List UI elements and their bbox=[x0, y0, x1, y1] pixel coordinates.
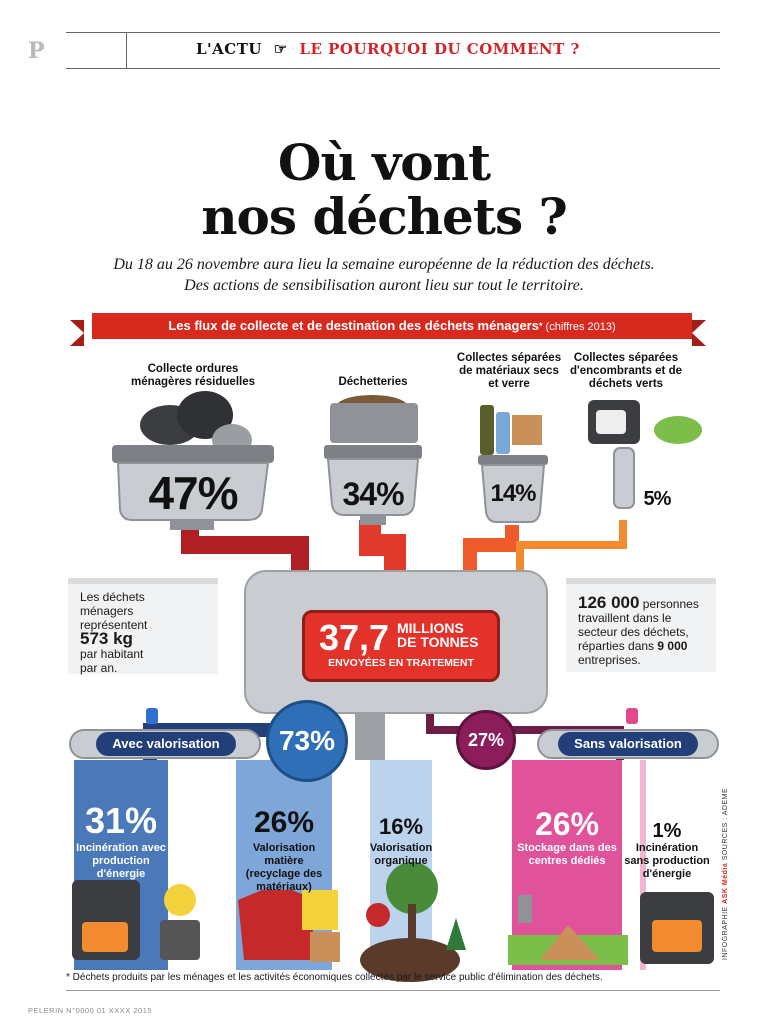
ribbon-sub: (chiffres 2013) bbox=[542, 321, 616, 333]
ribbon-label: Les flux de collecte et de destination des déchets ménagers bbox=[168, 318, 539, 333]
total-caption: ENVOYÉES EN TRAITEMENT bbox=[328, 657, 474, 669]
total-unit-millions: MILLIONS bbox=[397, 620, 464, 636]
title-line: Où vont bbox=[277, 133, 491, 192]
column-percent-organic: 16% bbox=[378, 814, 424, 839]
subsection-name: LE POURQUOI DU COMMENT ? bbox=[299, 40, 580, 58]
collection-pipes bbox=[190, 520, 623, 572]
column-percent-incineration-energy: 31% bbox=[84, 800, 158, 841]
page-folio: PELERIN N°0000 01 XXXX 2015 bbox=[28, 1006, 153, 1015]
employment-companies: 9 000 bbox=[657, 639, 688, 653]
without-valorisation-label: Sans valorisation bbox=[558, 732, 698, 756]
pointing-hand-icon: ☞ bbox=[273, 40, 288, 58]
hopper-label-dechetteries: Déchetteries bbox=[338, 376, 408, 388]
ribbon-footnote-star: * bbox=[538, 321, 543, 331]
stove-left-illustration bbox=[72, 880, 200, 960]
hopper-label-ordures: Collecte ordures ménagères résiduelles bbox=[130, 363, 255, 388]
footer-rule bbox=[66, 990, 720, 991]
column-label-organic: Valorisation organique bbox=[369, 842, 433, 867]
stove-right-illustration bbox=[640, 892, 714, 964]
column-percent-landfill: 26% bbox=[534, 806, 600, 842]
infographic-credit bbox=[722, 788, 729, 960]
hopper-percent-encombrants: 5% bbox=[643, 488, 671, 510]
with-valorisation-percent: 73% bbox=[266, 700, 348, 782]
total-unit bbox=[397, 621, 478, 649]
machine-screen bbox=[302, 610, 500, 682]
employment-value: 126 000 bbox=[578, 593, 640, 612]
hopper-label-encombrants: Collectes séparées d'encombrants et de déchets verts bbox=[570, 352, 683, 390]
credit-suffix: SOURCES : ADEME bbox=[722, 787, 729, 863]
per-capita-value: 573 kg bbox=[80, 629, 133, 648]
column-label-landfill: Stockage dans des centres dédiés bbox=[517, 842, 617, 867]
credit-prefix: INFOGRAPHIE bbox=[722, 903, 729, 960]
column-label-incineration-no-energy: Incinération sans production d'énergie bbox=[624, 842, 710, 880]
title-line: nos déchets ? bbox=[201, 187, 567, 246]
total-tonnage: 37,7 bbox=[319, 617, 390, 658]
credit-brand: ASK Média bbox=[722, 862, 729, 904]
per-capita-text bbox=[80, 590, 150, 675]
employment-text1: personnes travaillent dans le secteur des déchets, réparties dans bbox=[578, 597, 699, 653]
footnote: * Déchets produits par les ménages et les activités économiques collectés par le service public d'élimination des déchets. bbox=[66, 972, 603, 983]
per-capita-line1: Les déchets ménagers représentent bbox=[80, 590, 148, 632]
hopper-label-secs-verre: Collectes séparées de matériaux secs et verre bbox=[456, 352, 562, 390]
column-label-incineration-energy: Incinération avec production d'énergie bbox=[76, 842, 166, 880]
employment-text bbox=[578, 593, 710, 667]
magazine-logo: P bbox=[28, 38, 45, 64]
column-percent-recycling: 26% bbox=[253, 806, 315, 839]
with-valorisation-label: Avec valorisation bbox=[96, 732, 236, 756]
hopper-percent-dechetteries: 34% bbox=[342, 476, 404, 512]
intro-line: Des actions de sensibilisation auront lieu sur tout le territoire. bbox=[184, 277, 584, 294]
sweater-illustration bbox=[238, 890, 340, 962]
without-valorisation-percent: 27% bbox=[456, 710, 516, 770]
per-capita-line2: par habitant par an. bbox=[80, 647, 144, 675]
column-percent-incineration-no-energy: 1% bbox=[652, 820, 682, 842]
total-unit-tonnes: DE TONNES bbox=[397, 634, 479, 650]
hopper-percent-secs-verre: 14% bbox=[490, 480, 536, 507]
hopper-percent-ordures: 47% bbox=[148, 467, 238, 519]
intro-line: Du 18 au 26 novembre aura lieu la semaine européenne de la réduction des déchets. bbox=[113, 256, 655, 273]
column-label-recycling: Valorisation matière (recyclage des matériaux) bbox=[245, 842, 323, 893]
section-name: L'ACTU bbox=[196, 40, 262, 58]
employment-text2: entreprises. bbox=[578, 653, 641, 667]
